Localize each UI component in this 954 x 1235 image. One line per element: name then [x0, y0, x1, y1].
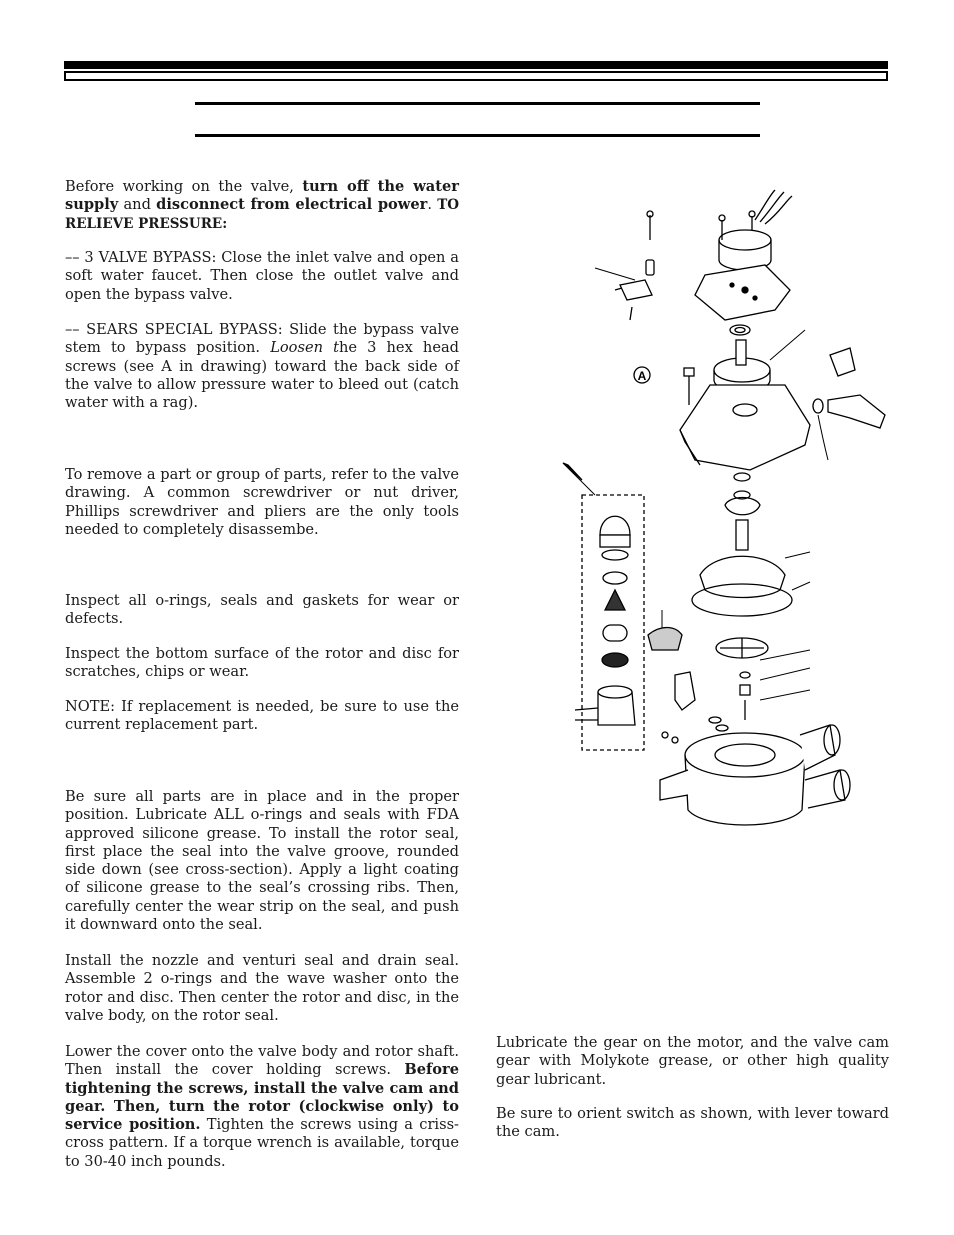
- rotor-leader: [785, 552, 810, 558]
- bypass-fitting: [813, 348, 885, 428]
- title-rule-bottom: [195, 134, 760, 137]
- lubricate-gear-paragraph: Lubricate the gear on the motor, and the valve cam gear with Molykote grease, or other high quality gear lubricant.: [496, 1034, 889, 1088]
- fitting-leader: [818, 415, 828, 460]
- venturi: [603, 625, 627, 641]
- screen: [605, 590, 625, 610]
- cam-gear: [714, 325, 770, 392]
- bracket-hole: [730, 283, 734, 287]
- hex-head-screw: [684, 368, 694, 405]
- o-ring: [734, 473, 750, 481]
- cap-o-ring: [602, 550, 628, 560]
- brine-seal: [725, 498, 760, 515]
- venturi-cap: [600, 516, 630, 547]
- switch-leader: [595, 268, 635, 280]
- motor: [719, 230, 771, 270]
- install-rotor-seal-paragraph: Be sure all parts are in place and in the proper position. Lubricate ALL o-rings and seals with FDA approved silicone grease. To install the rotor seal, first place the seal into the valve groove, rounded side down (see cross-section). Apply a light coating of silicone grease to the seal’s crossing ribs. Then, carefully center the wear strip on the seal, and push it downward onto the seal.: [65, 788, 459, 934]
- bracket-hole: [753, 296, 757, 300]
- three-valve-bypass-paragraph: –– 3 VALVE BYPASS: Close the inlet valve and open a soft water faucet. Then close the outlet valve and open the bypass valve.: [65, 249, 459, 303]
- install-nozzle-paragraph: Install the nozzle and venturi seal and drain seal. Assemble 2 o-rings and the wave washer onto the rotor and disc. Then center the rotor and disc, in the valve body, on the rotor seal.: [65, 952, 459, 1024]
- header-rule-heavy: [64, 61, 888, 69]
- intro-paragraph: Before working on the valve, turn off the water supply and disconnect from electrical power. TO RELIEVE PRESSURE:: [65, 178, 459, 232]
- bracket-hole: [742, 287, 748, 293]
- nozzle-seal: [603, 572, 627, 584]
- pointer-arrow: [563, 463, 582, 480]
- nozzle-housing: [575, 686, 635, 725]
- o-ring-small: [662, 732, 668, 738]
- o-ring-small: [672, 737, 678, 743]
- header-rule-frame: [64, 71, 888, 81]
- valve-cover: [680, 385, 810, 470]
- valve-body: [660, 725, 850, 825]
- gasket-leader: [792, 582, 810, 590]
- title-rule-top: [195, 102, 760, 105]
- seal-leaders: [760, 650, 810, 700]
- microswitch: [615, 280, 652, 320]
- inspect-rotor-paragraph: Inspect the bottom surface of the rotor and disc for scratches, chips or wear.: [65, 645, 459, 681]
- sears-bypass-paragraph: –– SEARS SPECIAL BYPASS: Slide the bypass valve stem to bypass position. Loosen the 3 hex head screws (see A in drawing) toward the back side of the valve to allow pressure water to bleed out (catch water with a rag).: [65, 321, 459, 412]
- orient-switch-paragraph: Be sure to orient switch as shown, with lever toward the cam.: [496, 1105, 889, 1141]
- spacer: [646, 260, 654, 275]
- remove-parts-paragraph: To remove a part or group of parts, refer to the valve drawing. A common screwdriver or nut driver, Phillips screwdriver and pliers are the only tools needed to completely disassembe.: [65, 466, 459, 538]
- replacement-note: NOTE: If replacement is needed, be sure to use the current replacement part.: [65, 698, 459, 734]
- drain-seals: [709, 672, 750, 731]
- seal-cross-section: [648, 628, 682, 651]
- inspect-seals-paragraph: Inspect all o-rings, seals and gaskets for wear or defects.: [65, 592, 459, 628]
- install-cover-paragraph: Lower the cover onto the valve body and rotor shaft. Then install the cover holding screws. Before tightening the screws, install the valve cam and gear. Then, turn the rotor (clockwise only) to service position. Tighten the screws using a criss-cross pattern. If a torque wrench is available, torque to 30-40 inch pounds.: [65, 1043, 459, 1170]
- clip: [675, 672, 695, 710]
- callout-a: [634, 367, 650, 383]
- nozzle: [602, 653, 628, 667]
- valve-exploded-diagram: [560, 180, 900, 840]
- cam-leader: [770, 330, 805, 360]
- rotor-disc: [700, 520, 785, 598]
- svg-text:A: A: [637, 369, 647, 383]
